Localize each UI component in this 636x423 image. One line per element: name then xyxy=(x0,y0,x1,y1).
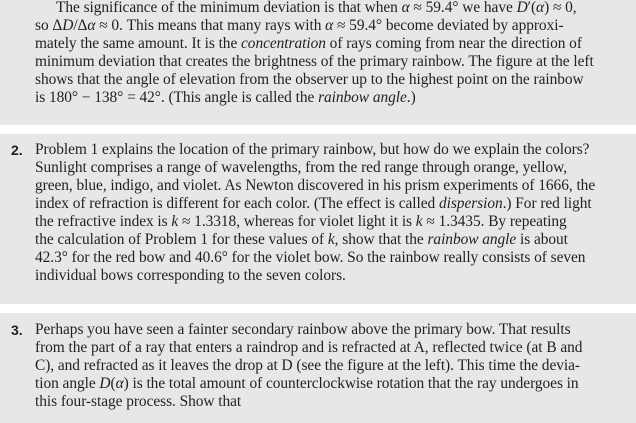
problem-3-number: 3. xyxy=(11,322,23,338)
intro-line-1: The significance of the minimum deviation is that when α ≈ 59.4° we have D′(α) ≈ 0, xyxy=(56,0,577,16)
problem-2-line-4: index of refraction is different for each color. (The effect is called dispersion.) For red light xyxy=(35,195,592,212)
intro-line-3: mately the same amount. It is the concentration of rays coming from near the direction of xyxy=(35,35,582,52)
problem-2-line-2: Sunlight comprises a range of wavelengths, from the red range through orange, yellow, xyxy=(35,159,567,176)
problem-2-line-6: the calculation of Problem 1 for these values of k, show that the rainbow angle is about xyxy=(35,231,568,248)
problem-3-line-5: this four-stage process. Show that xyxy=(35,393,242,410)
problem-2-line-5: the refractive index is k ≈ 1.3318, whereas for violet light it is k ≈ 1.3435. By repeating xyxy=(35,213,567,230)
intro-line-6: is 180° − 138° = 42°. (This angle is called the rainbow angle.) xyxy=(35,89,416,106)
problem-2-line-8: individual bows corresponding to the seven colors. xyxy=(35,267,346,284)
problem-2-line-7: 42.3° for the red bow and 40.6° for the violet bow. So the rainbow really consists of seven xyxy=(35,249,586,266)
problem-2-line-3: green, blue, indigo, and violet. As Newton discovered in his prism experiments of 1666, the xyxy=(35,177,596,194)
problem-3-line-2: from the part of a ray that enters a raindrop and is refracted at A, reflected twice (at B and xyxy=(35,339,583,356)
problem-3-block xyxy=(0,313,636,423)
intro-line-2: so ΔD/Δα ≈ 0. This means that many rays with α ≈ 59.4° become deviated by approxi- xyxy=(35,17,564,34)
problem-3-line-3: C), and refracted as it leaves the drop at D (see the figure at the left). This time the devia- xyxy=(35,357,580,374)
problem-3-line-1: Perhaps you have seen a fainter secondary rainbow above the primary bow. That results xyxy=(35,321,571,338)
problem-3-line-4: tion angle D(α) is the total amount of counterclockwise rotation that the ray undergoes in xyxy=(35,375,579,392)
intro-line-4: minimum deviation that creates the brightness of the primary rainbow. The figure at the left xyxy=(35,53,594,70)
intro-line-5: shows that the angle of elevation from the observer up to the highest point on the rainbow xyxy=(35,71,584,88)
problem-2-line-1: Problem 1 explains the location of the primary rainbow, but how do we explain the colors? xyxy=(35,141,590,158)
problem-2-number: 2. xyxy=(11,142,23,158)
intro-paragraph-block xyxy=(0,0,636,125)
problem-2-block xyxy=(0,134,636,304)
